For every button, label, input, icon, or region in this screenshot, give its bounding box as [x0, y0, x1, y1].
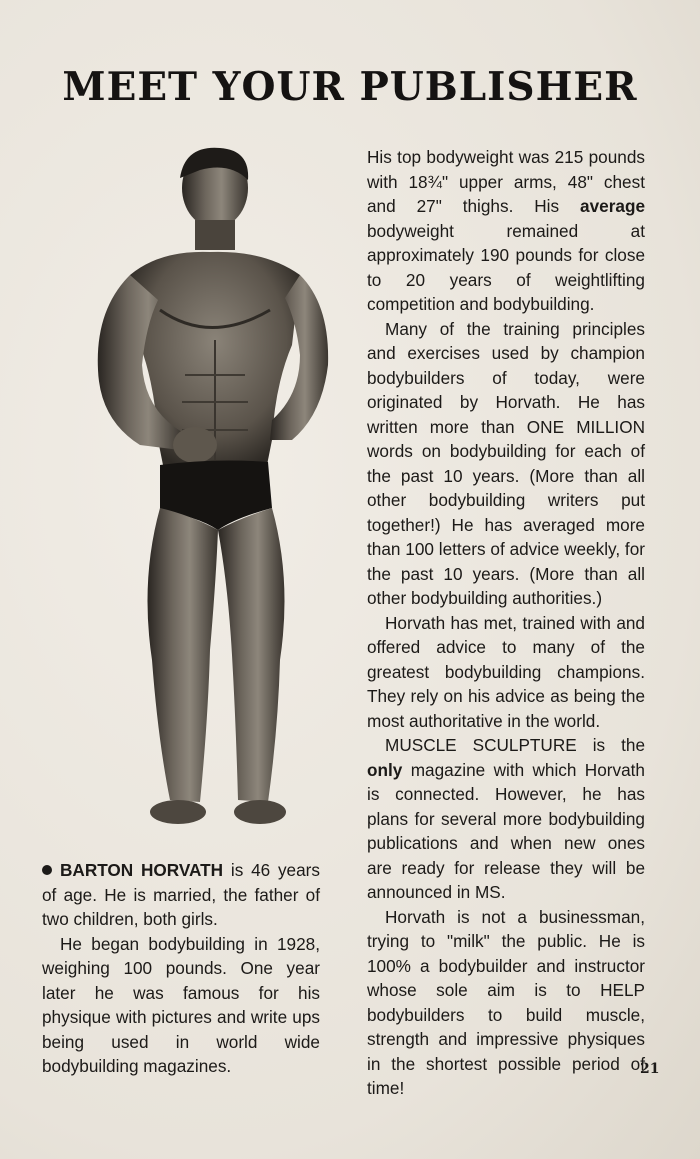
left-column: [42, 858, 320, 1079]
paragraph-champions: Horvath has met, trained with and offered advice to many of the greatest bodybuilding champions. They rely on his advice as being the most authoritative in the world.: [367, 612, 645, 731]
paragraph-muscle-sculpture: MUSCLE SCULPTURE is the only magazine with which Horvath is connected. However, he has plans for several more bodybuilding publications and when new ones are ready for release they will be announced in MS.: [367, 735, 645, 902]
paragraph-training-principles: Many of the training principles and exercises used by champion bodybuilders of today, were originated by Horvath. He has written more than ONE MILLION words on bodybuilding for each of the past 10 years. (More than all other bodybuilding writers put together!) He has averaged more than 100 letters of advice weekly, for the past 10 years. (More than all other bodybuilding authorities.): [367, 318, 645, 608]
paragraph-bodyweight: His top bodyweight was 215 pounds with 18¾" upper arms, 48" chest and 27" thighs. His average bodyweight remained at approximately 190 pounds for close to 20 years of weightlifting competition and bodybuilding.: [367, 147, 645, 314]
right-column: [367, 145, 645, 1101]
page-number: 21: [640, 1061, 660, 1077]
paragraph-began-bodybuilding: He began bodybuilding in 1928, weighing 100 pounds. One year later he was famous for his physique with pictures and write ups being used in world wide bodybuilding magazines.: [42, 933, 320, 1076]
bullet-icon: [42, 865, 52, 875]
bodybuilder-photo: [60, 140, 360, 840]
paragraph-not-businessman: Horvath is not a businessman, trying to "milk" the public. He is 100% a bodybuilder and instructor whose sole aim is to HELP bodybuilders to build muscle, strength and impressive physiques in the shortest possible period of time!: [367, 906, 645, 1098]
paragraph-intro: BARTON HORVATH is 46 years of age. He is married, the father of two children, both girls.: [42, 860, 320, 929]
headline: MEET YOUR PUBLISHER: [62, 64, 638, 110]
